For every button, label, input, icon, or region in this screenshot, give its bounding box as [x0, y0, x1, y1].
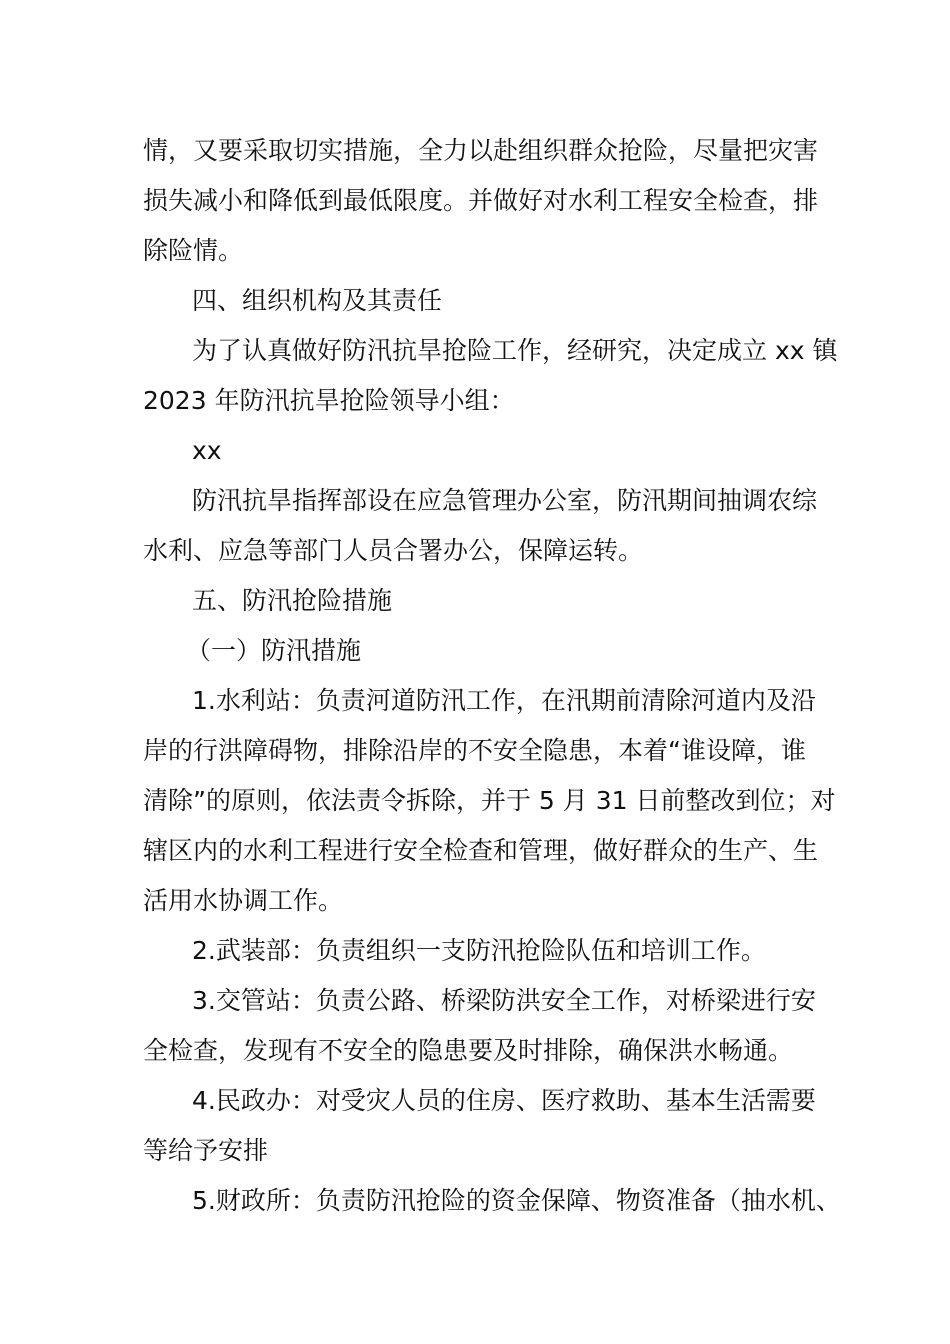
text-line: 为了认真做好防汛抗旱抢险工作，经研究，决定成立 xx 镇 — [192, 336, 838, 365]
text-line: 岸的行洪障碍物，排除沿岸的不安全隐患，本着“谁设障，谁 — [143, 736, 806, 765]
text-line: 损失减小和降低到最低限度。并做好对水利工程安全检查，排 — [143, 186, 819, 215]
text-line: 情，又要采取切实措施，全力以赴组织群众抢险，尽量把灾害 — [143, 136, 819, 165]
text-line: 辖区内的水利工程进行安全检查和管理，做好群众的生产、生 — [143, 836, 819, 865]
text-line: 全检查，发现有不安全的隐患要及时排除，确保洪水畅通。 — [143, 1036, 794, 1065]
text-line: 除险情。 — [143, 236, 244, 265]
text-line: 水利、应急等部门人员合署办公，保障运转。 — [143, 536, 644, 565]
text-line: 等给予安排 — [143, 1136, 269, 1165]
text-line: 1.水利站：负责河道防汛工作，在汛期前清除河道内及沿 — [192, 686, 816, 715]
text-line: 2.武装部：负责组织一支防汛抢险队伍和培训工作。 — [192, 936, 766, 965]
text-line: 活用水协调工作。 — [143, 886, 344, 915]
text-line: 清除”的原则，依法责令拆除，并于 5 月 31 日前整改到位；对 — [143, 786, 836, 815]
text-line: 5.财政所：负责防汛抢险的资金保障、物资准备（抽水机、 — [192, 1186, 841, 1215]
subsection-heading: （一）防汛措施 — [186, 636, 362, 665]
section-heading: 四、组织机构及其责任 — [192, 286, 443, 315]
section-heading: 五、防汛抢险措施 — [192, 586, 393, 615]
text-line: 防汛抗旱指挥部设在应急管理办公室，防汛期间抽调农综 — [192, 486, 818, 515]
text-line: 2023 年防汛抗旱抢险领导小组： — [143, 386, 515, 415]
text-line: 3.交管站：负责公路、桥梁防洪安全工作，对桥梁进行安 — [192, 986, 816, 1015]
text-line: 4.民政办：对受灾人员的住房、医疗救助、基本生活需要 — [192, 1086, 816, 1115]
text-line: xx — [192, 436, 222, 465]
